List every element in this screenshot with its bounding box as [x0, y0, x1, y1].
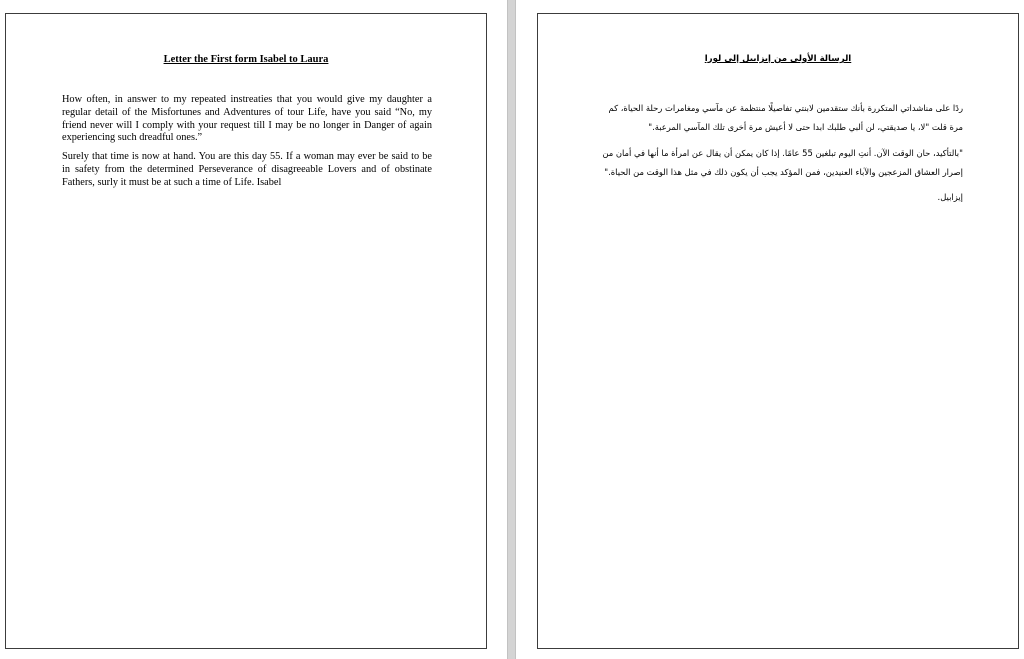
signature-arabic: إيزابيل. [937, 192, 963, 202]
page-divider-scrollbar[interactable] [507, 0, 516, 659]
page-arabic [537, 13, 1019, 649]
paragraph-english-1: How often, in answer to my repeated instreaties that you would give my daughter a regular detail of the Misfortunes and Adventures of tour Life, have you said “No, my friend never will I comply with your request till I may be no longer in Danger of again experiencing such dreadful ones.” [62, 94, 432, 144]
paragraph-arabic-1: ردًا على مناشداتي المتكررة بأنك ستقدمين لابنتي تفاصيلًا منتظمة عن مآسي ومغامرات رحلة الحياة، كم مرة قلت "لا، يا صديقتي، لن ألبي طلبك ابدا حتى لا أعيش مرة أخرى تلك المآسي المرعبة." [608, 103, 963, 132]
letter-title-arabic: الرسالة الأولى من إيزابيل إلى لورا [704, 54, 852, 64]
page-english [5, 13, 487, 649]
paragraph-arabic-2: "بالتأكيد، حان الوقت الآن. أنتِ اليوم تبلغين 55 عامًا. إذا كان يمكن أن يقال عن امرأة ما أنها في أمان من إصرار العشاق المزعجين والآباء العنيدين، فمن المؤكد يجب أن يكون ذلك في مثل هذا الوقت من الحياة." [602, 148, 963, 177]
letter-title-english: Letter the First form Isabel to Laura [163, 54, 329, 65]
paragraph-english-2: Surely that time is now at hand. You are this day 55. If a woman may ever be said to be in safety from the determined Perseverance of disagreeable Lovers and of obstinate Fathers, surly it must be at such a time of Life. Isabel [62, 151, 432, 188]
